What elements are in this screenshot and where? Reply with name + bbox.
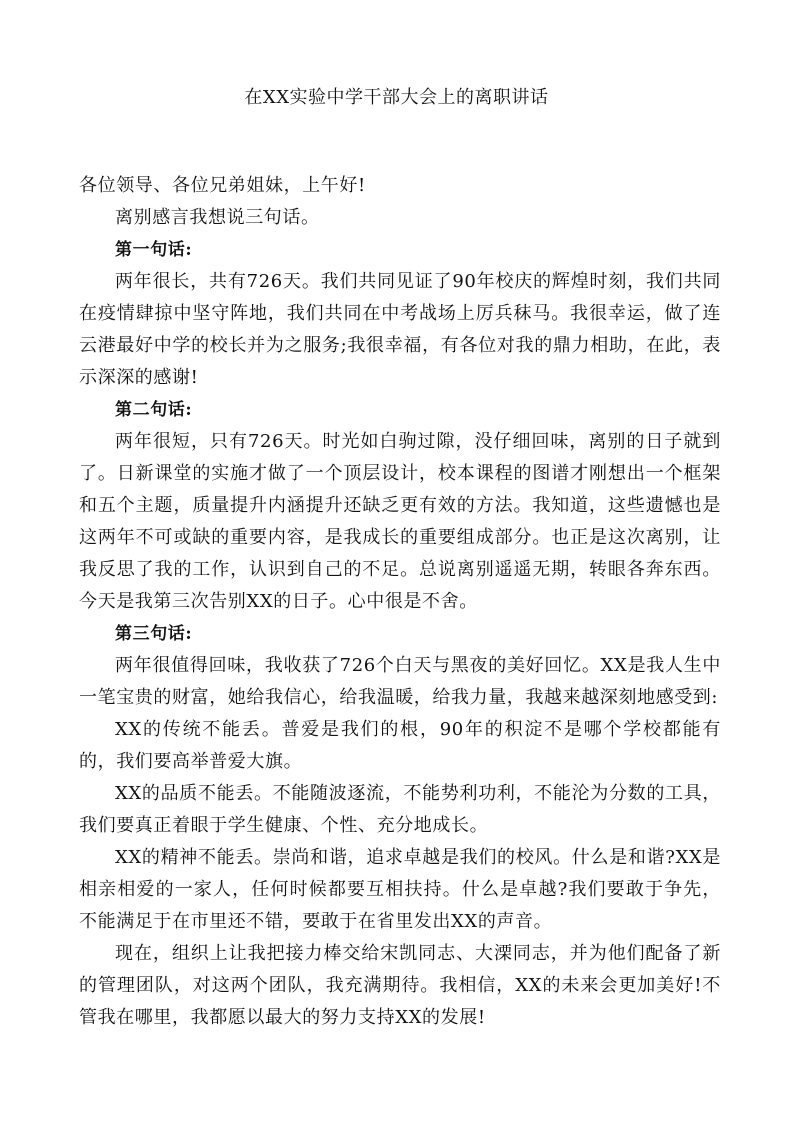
section-3-paragraph-1: 两年很值得回味，我收获了726个白天与黑夜的美好回忆。XX是我人生中一笔宝贵的财富，她给我信心，给我温暖，给我力量，我越来越深刻地感受到: [79,655,721,708]
intro-paragraph: 离别感言我想说三句话。 [115,207,320,228]
document-title: 在XX实验中学干部大会上的离职讲话 [244,87,549,108]
section-3-paragraph-2: XX的传统不能丢。普爱是我们的根，90年的积淀不是哪个学校都能有的，我们要高举普爱大旗。 [79,719,721,772]
section-1-heading: 第一句话: [115,240,193,260]
section-3-paragraph-4: XX的精神不能丢。崇尚和谐，追求卓越是我们的校风。什么是和谐?XX是相亲相爱的一家人，任何时候都要互相扶持。什么是卓越?我们要敢于争先，不能满足于在市里还不错，要敢于在省里发出XX的声音。 [79,847,721,932]
section-2-heading: 第二句话: [115,400,193,420]
section-2-paragraph-1: 两年很短，只有726天。时光如白驹过隙，没仔细回味，离别的日子就到了。日新课堂的实施才做了一个顶层设计，校本课程的图谱才刚想出一个框架和五个主题，质量提升内涵提升还缺乏更有效的方法。我知道，这些遗憾也是这两年不可或缺的重要内容，是我成长的重要组成部分。也正是这次离别，让我反思了我的工作，认识到自己的不足。总说离别遥遥无期，转眼各奔东西。今天是我第三次告别XX的日子。心中很是不舍。 [79,431,721,612]
section-1-paragraph-1: 两年很长，共有726天。我们共同见证了90年校庆的辉煌时刻，我们共同在疫情肆掠中坚守阵地，我们共同在中考战场上厉兵秣马。我很幸运，做了连云港最好中学的校长并为之服务;我很幸福，有各位对我的鼎力相助，在此，表示深深的感谢! [79,271,721,388]
section-3-paragraph-5: 现在，组织上让我把接力棒交给宋凯同志、大溧同志，并为他们配备了新的管理团队，对这两个团队，我充满期待。我相信，XX的未来会更加美好!不管我在哪里，我都愿以最大的努力支持XX的发展! [79,943,721,1028]
document-body [79,170,721,1034]
section-3-paragraph-3: XX的品质不能丢。不能随波逐流，不能势利功利，不能沦为分数的工具，我们要真正着眼于学生健康、个性、充分地成长。 [79,783,721,836]
section-3-heading: 第三句话: [115,624,193,644]
salutation: 各位领导、各位兄弟姐妹，上午好! [79,175,366,196]
